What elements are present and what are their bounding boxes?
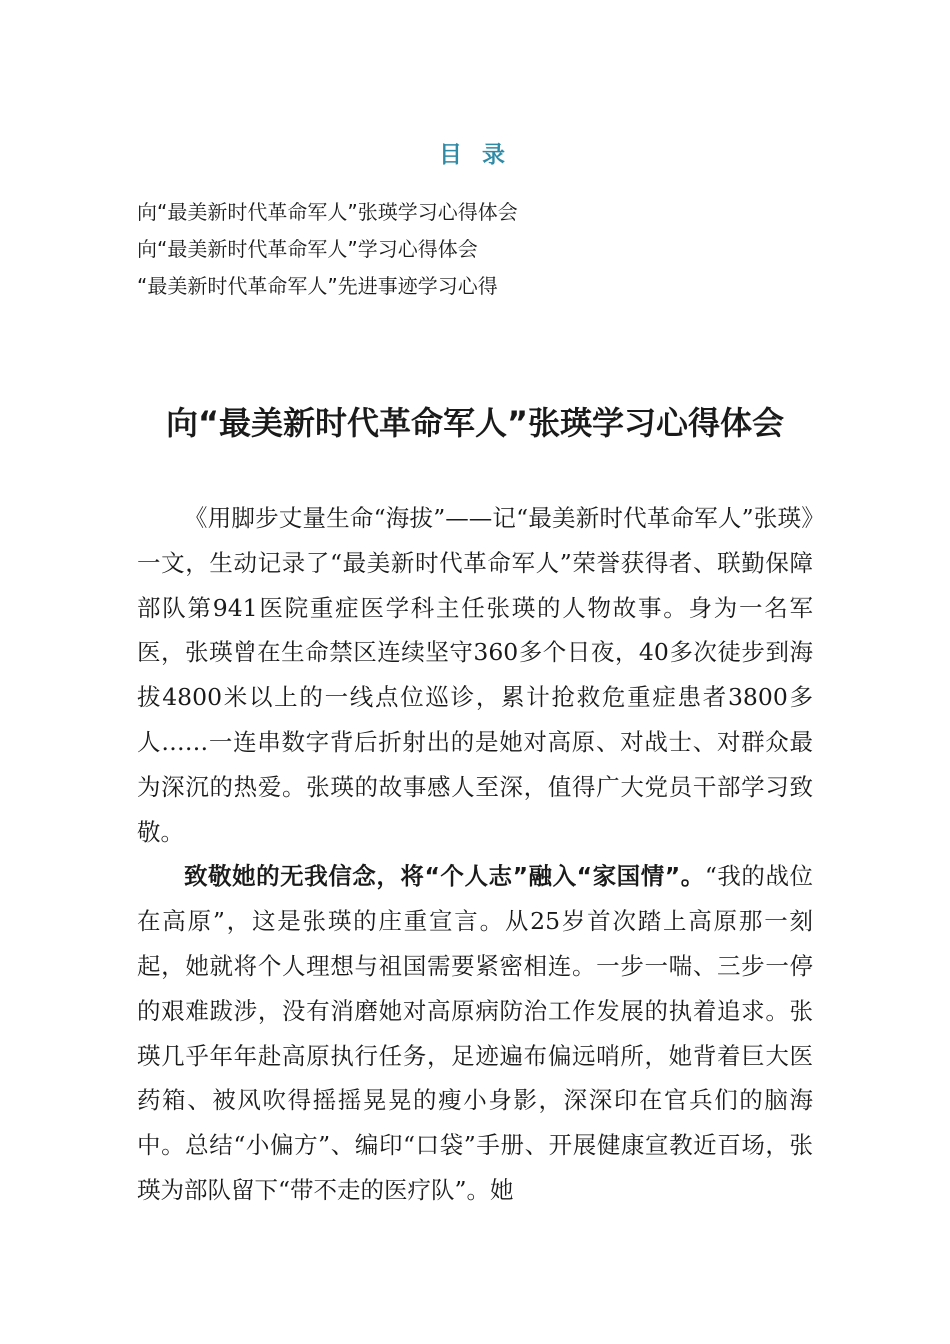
toc-item[interactable]: “最美新时代革命军人”先进事迹学习心得 [137, 274, 498, 298]
paragraph [137, 854, 813, 1212]
paragraph: 《用脚步丈量生命“海拔”——记“最美新时代革命军人”张瑛》一文，生动记录了“最美新时代革命军人”荣誉获得者、联勤保障部队第941医院重症医学科主任张瑛的人物故事。身为一名军医，张瑛曾在生命禁区连续坚守360多个日夜，40多次徒步到海拔4800米以上的一线点位巡诊，累计抢救危重症患者3800多人……一连串数字背后折射出的是她对高原、对战士、对群众最为深沉的热爱。张瑛的故事感人至深，值得广大党员干部学习致敬。 [137, 504, 813, 846]
toc-item[interactable]: 向“最美新时代革命军人”学习心得体会 [137, 237, 478, 261]
paragraph-text: “我的战位在高原”，这是张瑛的庄重宣言。从25岁首次踏上高原那一刻起，她就将个人理想与祖国需要紧密相连。一步一喘、三步一停的艰难跋涉，没有消磨她对高原病防治工作发展的执着追求。张瑛几乎年年赴高原执行任务，足迹遍布偏远哨所，她背着巨大医药箱、被风吹得摇摇晃晃的瘦小身影，深深印在官兵们的脑海中。总结“小偏方”、编印“口袋”手册、开展健康宣教近百场，张瑛为部队留下“带不走的医疗队”。她 [137, 862, 814, 1204]
toc-heading: 目 录 [438, 142, 511, 168]
paragraph-lead: 致敬她的无我信念，将“个人志”融入“家国情”。 [184, 862, 705, 891]
article-title: 向“最美新时代革命军人”张瑛学习心得体会 [165, 404, 785, 442]
article-body [137, 496, 813, 1213]
toc-item[interactable]: 向“最美新时代革命军人”张瑛学习心得体会 [137, 200, 518, 224]
table-of-contents [137, 194, 518, 305]
